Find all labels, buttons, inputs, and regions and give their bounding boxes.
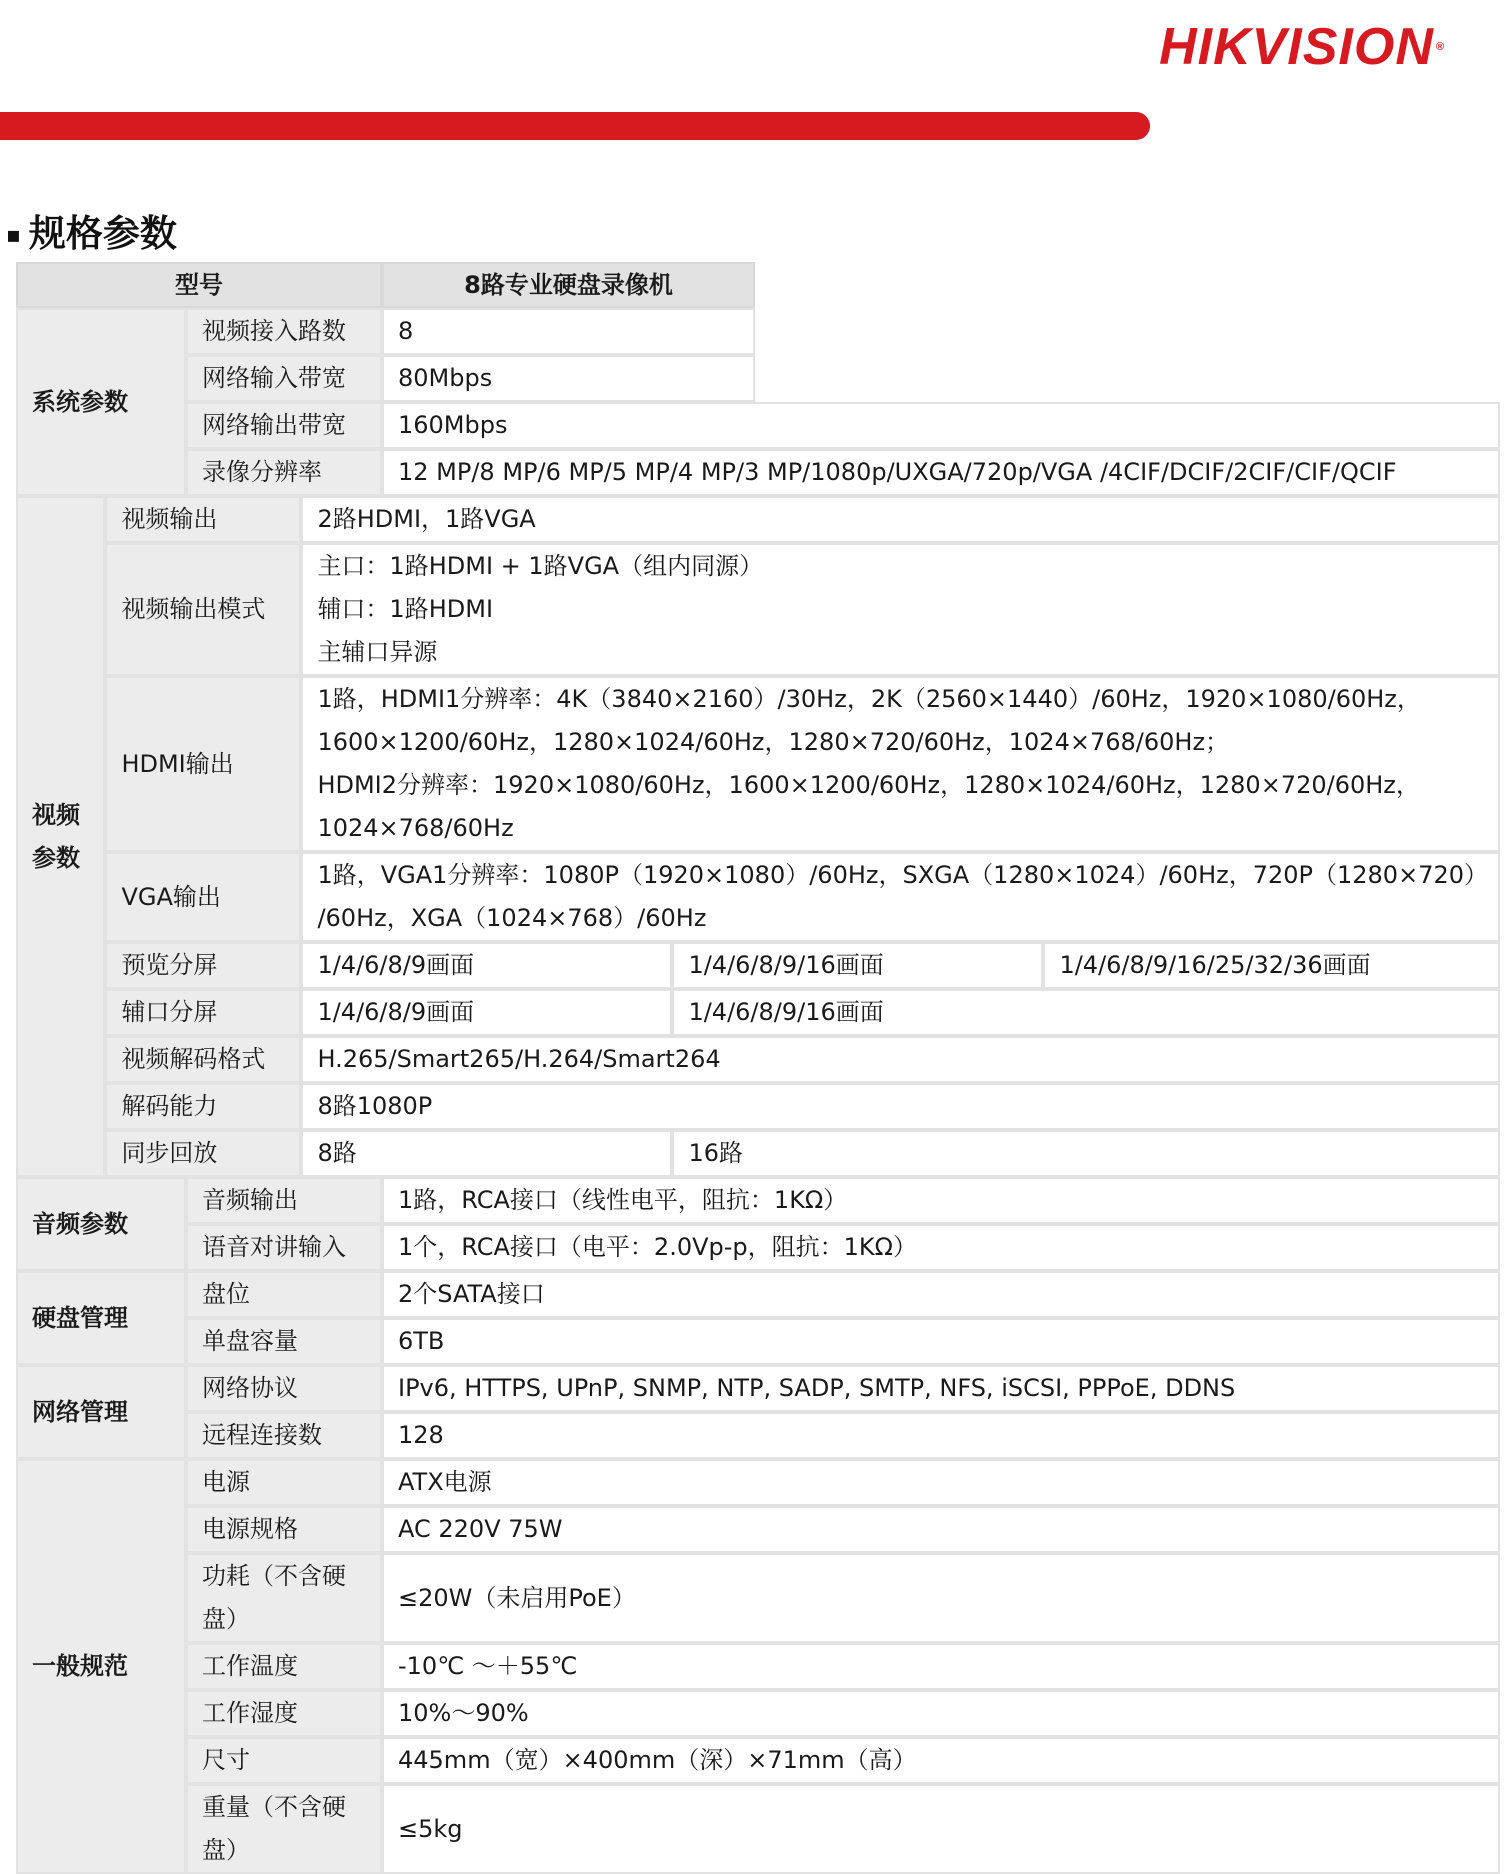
row-cell: 1/4/6/8/9画面 (301, 989, 672, 1036)
value-line: 主口：1路HDMI + 1路VGA（组内同源） (317, 552, 764, 580)
value-line: 1024×768/60Hz (317, 814, 514, 842)
group-video (16, 496, 1500, 1177)
row-label: 盘位 (186, 1271, 382, 1318)
row-value: 445mm（宽）×400mm（深）×71mm（高） (382, 1737, 1500, 1784)
row-label: 单盘容量 (186, 1318, 382, 1365)
row-value: 10%～90% (382, 1690, 1500, 1737)
value-line: /60Hz，XGA（1024×768）/60Hz (317, 904, 707, 932)
row-value: 1个，RCA接口（电平：2.0Vp-p，阻抗：1KΩ） (382, 1224, 1500, 1271)
row-label: 辅口分屏 (105, 989, 301, 1036)
row-value: ATX电源 (382, 1459, 1500, 1506)
table-row (105, 543, 1500, 676)
group-audio (16, 1177, 1500, 1271)
row-value: 128 (382, 1412, 1500, 1459)
row-label: 电源规格 (186, 1506, 382, 1553)
row-value: IPv6, HTTPS, UPnP, SNMP, NTP, SADP, SMTP, NFS, iSCSI, PPPoE, DDNS (382, 1365, 1500, 1412)
value-line: 1路，VGA1分辨率：1080P（1920×1080）/60Hz，SXGA（1280×1024）/60Hz，720P（1280×720） (317, 861, 1488, 889)
header-red-bar (0, 112, 1150, 140)
value-line: 1600×1200/60Hz，1280×1024/60Hz，1280×720/60Hz，1024×768/60Hz； (317, 728, 1230, 756)
group-storage (16, 1271, 1500, 1365)
table-row (105, 676, 1500, 852)
row-label: 视频解码格式 (105, 1036, 301, 1083)
row-label: 音频输出 (186, 1177, 382, 1224)
category-label: 硬盘管理 (16, 1271, 186, 1365)
row-value: ≤5kg (382, 1784, 1500, 1874)
table-row (105, 942, 1500, 989)
value-line: 辅口：1路HDMI (317, 595, 494, 623)
table-row (186, 1224, 1500, 1271)
row-value: 12 MP/8 MP/6 MP/5 MP/4 MP/3 MP/1080p/UXGA/720p/VGA /4CIF/DCIF/2CIF/CIF/QCIF (382, 449, 1500, 496)
category-label: 视频参数 (16, 496, 105, 1177)
table-row (105, 852, 1500, 942)
table-row (186, 1271, 1500, 1318)
group-network (16, 1365, 1500, 1459)
value-line: 1路，HDMI1分辨率：4K（3840×2160）/30Hz，2K（2560×1440）/60Hz，1920×1080/60Hz， (317, 685, 1421, 713)
row-label: 语音对讲输入 (186, 1224, 382, 1271)
category-label: 一般规范 (16, 1459, 186, 1874)
row-value: H.265/Smart265/H.264/Smart264 (301, 1036, 1500, 1083)
row-value (301, 543, 1500, 676)
category-label: 音频参数 (16, 1177, 186, 1271)
label-line: 盘） (202, 1605, 250, 1633)
row-label: 同步回放 (105, 1130, 301, 1177)
row-value: 8路1080P (301, 1083, 1500, 1130)
table-row (186, 1784, 1500, 1874)
row-label: 录像分辨率 (186, 449, 382, 496)
table-header (16, 262, 1500, 308)
row-value: ≤20W（未启用PoE） (382, 1553, 1500, 1643)
header-model-value: 8路专业硬盘录像机 (382, 262, 755, 308)
row-value: 160Mbps (382, 402, 1500, 449)
row-label: 尺寸 (186, 1737, 382, 1784)
table-row (186, 1506, 1500, 1553)
group-general (16, 1459, 1500, 1874)
table-row (186, 1177, 1500, 1224)
row-cell: 1/4/6/8/9/16画面 (672, 942, 1043, 989)
table-row (186, 1690, 1500, 1737)
table-row (105, 1083, 1500, 1130)
row-cell: 1/4/6/8/9画面 (301, 942, 672, 989)
table-row (186, 1643, 1500, 1690)
row-value: 80Mbps (382, 355, 755, 402)
label-line: 功耗（不含硬 (202, 1562, 346, 1590)
group-system (16, 308, 1500, 496)
label-line: 盘） (202, 1836, 250, 1864)
row-value: 8 (382, 308, 755, 355)
row-value: 1路，RCA接口（线性电平，阻抗：1KΩ） (382, 1177, 1500, 1224)
hikvision-logo: HIKVISION ® (1159, 18, 1445, 76)
row-value: -10℃ ～＋55℃ (382, 1643, 1500, 1690)
row-label: 视频接入路数 (186, 308, 382, 355)
table-row (186, 1318, 1500, 1365)
header-model-label: 型号 (16, 262, 382, 308)
row-cell: 1/4/6/8/9/16/25/32/36画面 (1043, 942, 1500, 989)
table-row (186, 1459, 1500, 1506)
row-label: 电源 (186, 1459, 382, 1506)
category-label: 系统参数 (16, 308, 186, 496)
row-label: 网络协议 (186, 1365, 382, 1412)
row-label: 视频输出 (105, 496, 301, 543)
row-label: 工作湿度 (186, 1690, 382, 1737)
table-row (186, 1365, 1500, 1412)
row-label: 解码能力 (105, 1083, 301, 1130)
row-cell: 16路 (672, 1130, 1500, 1177)
label-line: 重量（不含硬 (202, 1793, 346, 1821)
table-row (105, 1036, 1500, 1083)
row-label: 网络输入带宽 (186, 355, 382, 402)
row-cell: 8路 (301, 1130, 672, 1177)
row-value: 2路HDMI，1路VGA (301, 496, 1500, 543)
row-value: 6TB (382, 1318, 1500, 1365)
section-title: ▪ 规格参数 (6, 212, 177, 255)
row-label: HDMI输出 (105, 676, 301, 852)
row-value: AC 220V 75W (382, 1506, 1500, 1553)
row-label: 预览分屏 (105, 942, 301, 989)
row-cell: 1/4/6/8/9/16画面 (672, 989, 1500, 1036)
table-row (105, 496, 1500, 543)
category-label: 网络管理 (16, 1365, 186, 1459)
value-line: HDMI2分辨率：1920×1080/60Hz，1600×1200/60Hz，1280×1024/60Hz，1280×720/60Hz， (317, 771, 1420, 799)
row-label: VGA输出 (105, 852, 301, 942)
row-value: 2个SATA接口 (382, 1271, 1500, 1318)
table-row (186, 402, 1500, 449)
spec-table (16, 262, 1500, 1874)
table-row (186, 308, 1500, 355)
table-row (105, 989, 1500, 1036)
table-row (105, 1130, 1500, 1177)
row-value (301, 852, 1500, 942)
value-line: 主辅口异源 (317, 638, 438, 666)
row-label: 远程连接数 (186, 1412, 382, 1459)
row-value (301, 676, 1500, 852)
row-label (186, 1784, 382, 1874)
table-row (186, 1412, 1500, 1459)
row-label: 工作温度 (186, 1643, 382, 1690)
table-row (186, 355, 1500, 402)
row-label (186, 1553, 382, 1643)
table-row (186, 1737, 1500, 1784)
table-row (186, 1553, 1500, 1643)
table-row (186, 449, 1500, 496)
row-label: 网络输出带宽 (186, 402, 382, 449)
row-label: 视频输出模式 (105, 543, 301, 676)
